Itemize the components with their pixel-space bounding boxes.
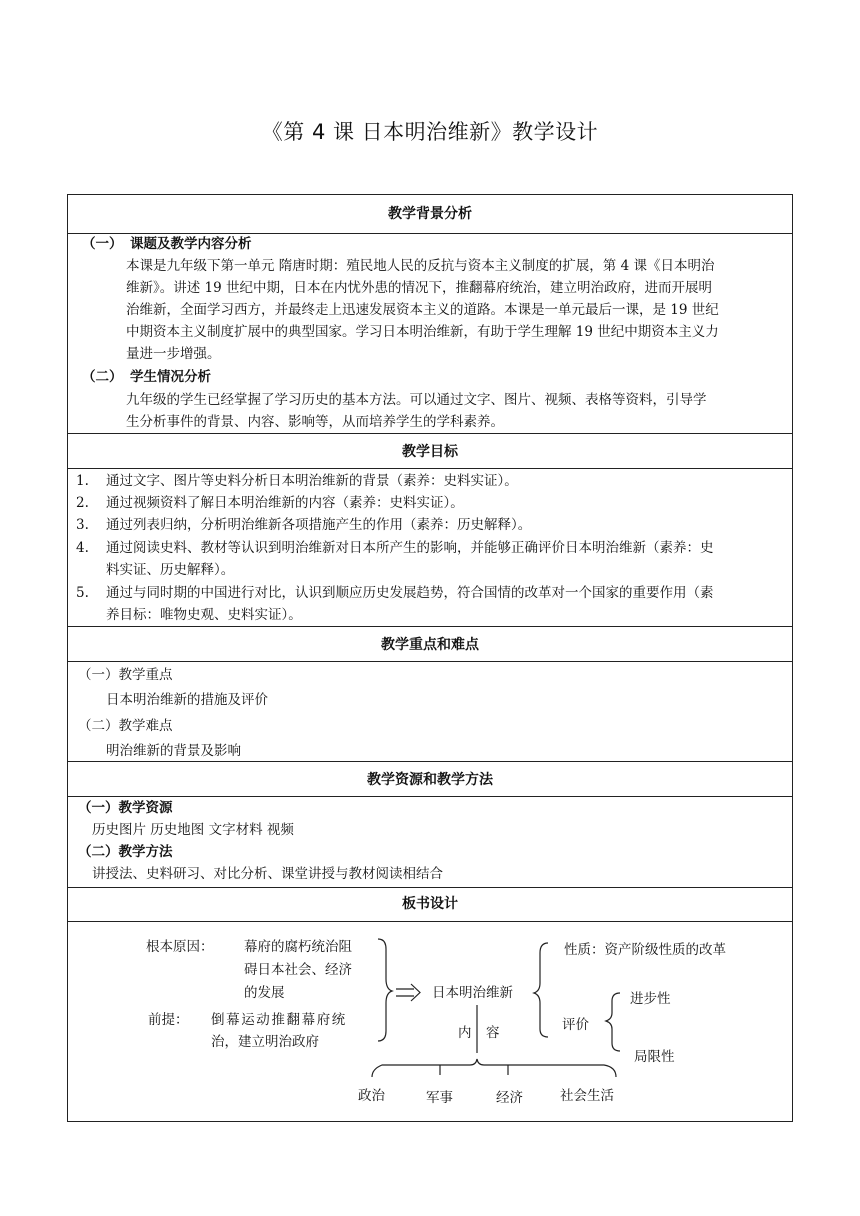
branch-label: 政治: [358, 1088, 385, 1104]
objective-text: 养目标：唯物史观、史料实证）。: [106, 607, 302, 623]
objective-number: 2.: [76, 495, 89, 511]
objective-number: 5.: [76, 585, 89, 601]
premise-line: 治，建立明治政府: [211, 1034, 319, 1050]
brace-branches: [372, 1059, 616, 1077]
document-title: 《第 4 课 日本明治维新》教学设计: [261, 120, 599, 144]
root-cause-line: 幕府的腐朽统治阻: [244, 939, 352, 955]
paragraph-line: 生分析事件的背景、内容、影响等，从而培养学生的学科素养。: [126, 414, 504, 430]
lesson-plan-table: [67, 194, 793, 1122]
progressive-text: 进步性: [630, 991, 671, 1007]
section-header-blackboard: 板书设计: [402, 896, 458, 912]
brace-causes: [378, 939, 392, 1041]
root-cause-label: 根本原因：: [146, 939, 214, 955]
objective-text: 通过阅读史料、教材等认识到明治维新对日本所产生的影响，并能够正确评价日本明治维新（素养：史: [106, 540, 714, 556]
objective-text: 通过视频资料了解日本明治维新的内容（素养：史料实证）。: [106, 495, 464, 511]
subsection-number: （一）: [82, 236, 123, 252]
paragraph-line: 维新》。讲述 19 世纪中期，日本在内忧外患的情况下，推翻幕府统治，建立明治政府，进而开展明: [126, 280, 713, 296]
section-header-key-points: 教学重点和难点: [381, 637, 479, 653]
section-header-objectives: 教学目标: [402, 444, 458, 460]
objective-text: 通过文字、图片等史料分析日本明治维新的背景（素养：史料实证）。: [106, 473, 518, 489]
content-label-b: 容: [486, 1025, 500, 1041]
content-label-a: 内: [458, 1025, 472, 1041]
branch-label: 经济: [496, 1090, 523, 1106]
center-topic: 日本明治维新: [432, 985, 513, 1001]
premise-label: 前提：: [148, 1012, 189, 1028]
branch-label: 社会生活: [560, 1088, 614, 1104]
paragraph-line: 治维新，全面学习西方，并最终走上迅速发展资本主义的道路。本课是一单元最后一课，是 19 世纪: [126, 302, 719, 318]
objective-text: 料实证、历史解释）。: [106, 562, 235, 578]
methods-text: 讲授法、史料研习、对比分析、课堂讲授与教材阅读相结合: [92, 866, 443, 882]
nature-text: 性质：资产阶级性质的改革: [564, 942, 726, 958]
key-point-heading: （一）教学重点: [78, 667, 173, 683]
objective-text: 通过列表归纳，分析明治维新各项措施产生的作用（素养：历史解释）。: [106, 517, 532, 533]
objective-number: 4.: [76, 540, 89, 556]
paragraph-line: 九年级的学生已经掌握了学习历史的基本方法。可以通过文字、图片、视频、表格等资料，引导学: [126, 392, 707, 408]
subsection-title-student-analysis: 学生情况分析: [130, 369, 211, 385]
objective-number: 1.: [76, 473, 89, 489]
subsection-number: （二）: [82, 369, 123, 385]
branch-label: 军事: [426, 1090, 453, 1106]
difficulty-text: 明治维新的背景及影响: [106, 743, 241, 759]
double-arrow-icon: [396, 984, 420, 1001]
objective-text: 通过与同时期的中国进行对比，认识到顺应历史发展趋势，符合国情的改革对一个国家的重要作用（素: [106, 585, 714, 601]
evaluation-label: 评价: [562, 1017, 589, 1033]
difficulty-heading: （二）教学难点: [78, 718, 173, 734]
brace-evaluation: [606, 993, 620, 1051]
objective-number: 3.: [76, 517, 89, 533]
limitation-text: 局限性: [634, 1049, 675, 1065]
root-cause-line: 碍日本社会、经济: [244, 962, 352, 978]
paragraph-line: 量进一步增强。: [126, 346, 221, 362]
key-point-text: 日本明治维新的措施及评价: [106, 692, 268, 708]
paragraph-line: 本课是九年级下第一单元 隋唐时期：殖民地人民的反抗与资本主义制度的扩展，第 4 课《日本明治: [126, 258, 715, 274]
resources-heading: （一）教学资源: [78, 800, 173, 816]
blackboard-diagram: [68, 195, 792, 1121]
section-header-resources-methods: 教学资源和教学方法: [367, 772, 493, 788]
section-header-background: 教学背景分析: [388, 206, 472, 222]
methods-heading: （二）教学方法: [78, 844, 173, 860]
brace-nature-evaluation: [534, 943, 548, 1037]
subsection-title-content-analysis: 课题及教学内容分析: [130, 236, 252, 252]
resources-text: 历史图片 历史地图 文字材料 视频: [92, 822, 294, 838]
premise-line: 倒幕运动推翻幕府统: [211, 1012, 347, 1028]
paragraph-line: 中期资本主义制度扩展中的典型国家。学习日本明治维新，有助于学生理解 19 世纪中期资本主义力: [126, 324, 719, 340]
root-cause-line: 的发展: [244, 985, 285, 1001]
